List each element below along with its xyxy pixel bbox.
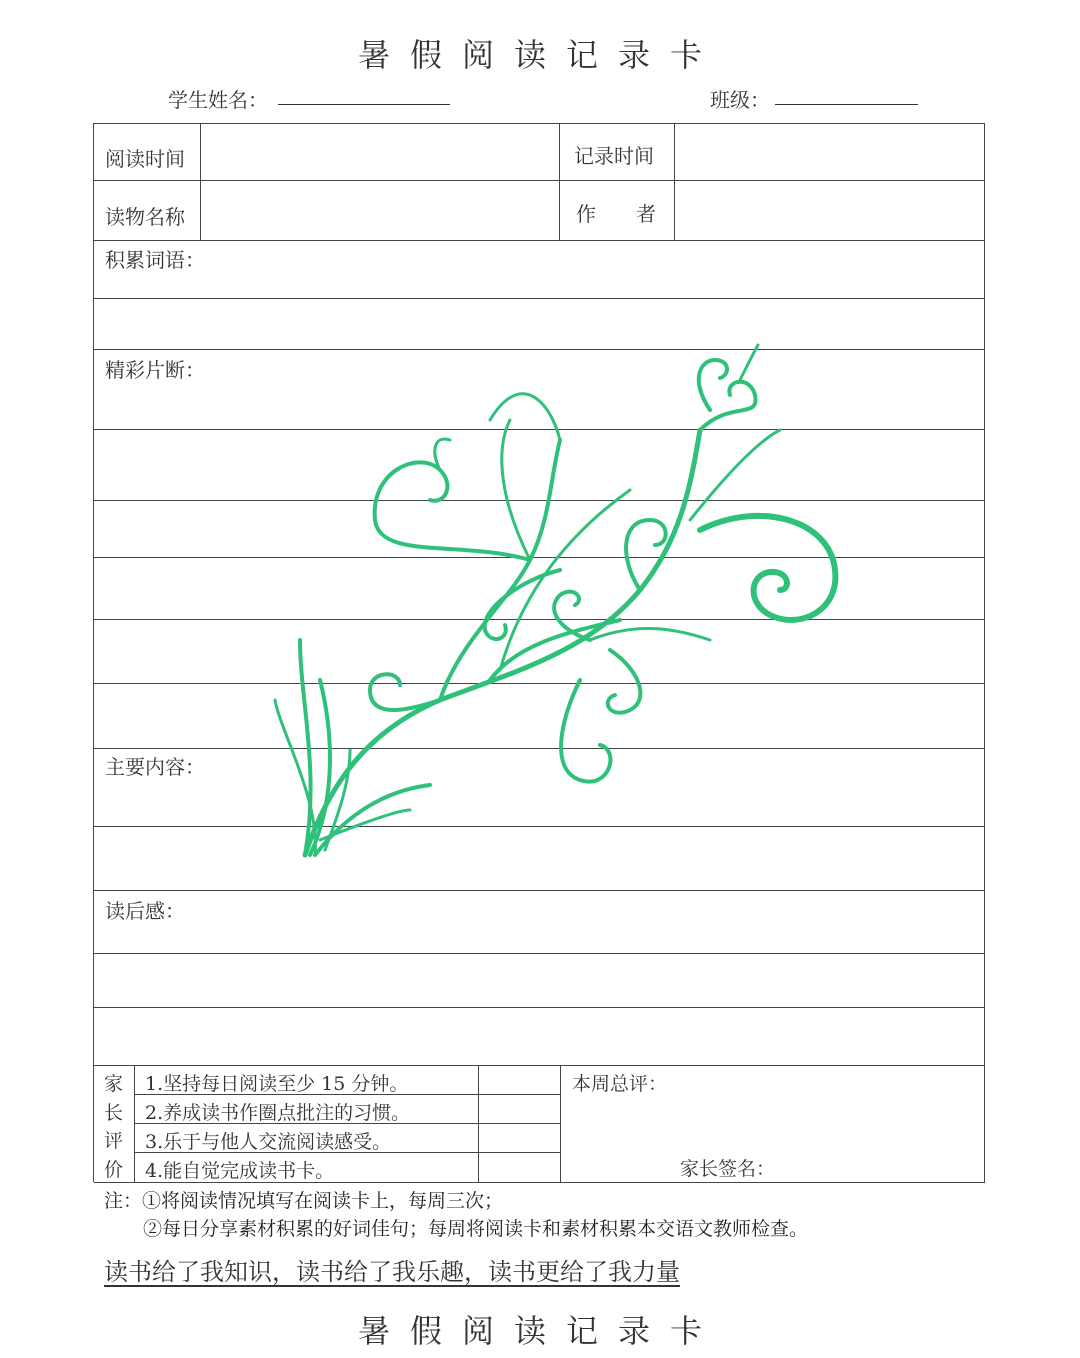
student-name-label: 学生姓名： xyxy=(168,88,268,112)
note-line-2: ②每日分享素材积累的好词佳句；每周将阅读卡和素材积累本交语文教师检查。 xyxy=(143,1218,809,1240)
criterion-3: 3.乐于与他人交流阅读感受。 xyxy=(145,1131,392,1153)
main-content-label: 主要内容： xyxy=(105,755,205,779)
parent-eval-char-2: 长 xyxy=(104,1102,124,1124)
highlights-label: 精彩片断： xyxy=(105,358,205,382)
reading-time-label: 阅读时间 xyxy=(105,147,185,171)
weekly-summary-label: 本周总评： xyxy=(572,1073,668,1095)
criterion-2: 2.养成读书作圈点批注的习惯。 xyxy=(145,1102,411,1124)
note-line-1: 注：①将阅读情况填写在阅读卡上，每周三次； xyxy=(104,1190,504,1212)
criterion-4: 4.能自觉完成读书卡。 xyxy=(145,1160,335,1182)
criterion-3-check[interactable] xyxy=(479,1124,559,1152)
parent-eval-char-3: 评 xyxy=(104,1130,124,1152)
page-title: 暑假阅读记录卡 xyxy=(357,36,722,74)
reflection-label: 读后感： xyxy=(105,899,185,923)
criterion-1: 1.坚持每日阅读至少 15 分钟。 xyxy=(145,1073,409,1095)
author-label: 作 者 xyxy=(576,202,656,226)
record-time-label: 记录时间 xyxy=(574,144,654,168)
criterion-4-check[interactable] xyxy=(479,1153,559,1181)
motto: 读书给了我知识，读书给了我乐趣，读书更给了我力量 xyxy=(104,1258,680,1286)
criterion-2-check[interactable] xyxy=(479,1095,559,1123)
record-time-field[interactable] xyxy=(675,124,983,180)
book-name-field[interactable] xyxy=(201,181,558,239)
class-label: 班级： xyxy=(710,88,770,112)
vine-decoration-icon xyxy=(260,340,860,870)
parent-eval-char-4: 价 xyxy=(104,1159,124,1181)
footer-title: 暑假阅读记录卡 xyxy=(357,1312,722,1350)
parent-eval-char-1: 家 xyxy=(104,1073,124,1095)
criterion-1-check[interactable] xyxy=(479,1066,559,1094)
parent-signature-label: 家长签名： xyxy=(680,1158,776,1180)
student-name-field[interactable] xyxy=(278,104,450,105)
reading-time-field[interactable] xyxy=(201,124,558,180)
vocab-label: 积累词语： xyxy=(105,248,205,272)
author-field[interactable] xyxy=(675,181,983,239)
class-field[interactable] xyxy=(775,104,918,105)
book-name-label: 读物名称 xyxy=(105,205,185,229)
